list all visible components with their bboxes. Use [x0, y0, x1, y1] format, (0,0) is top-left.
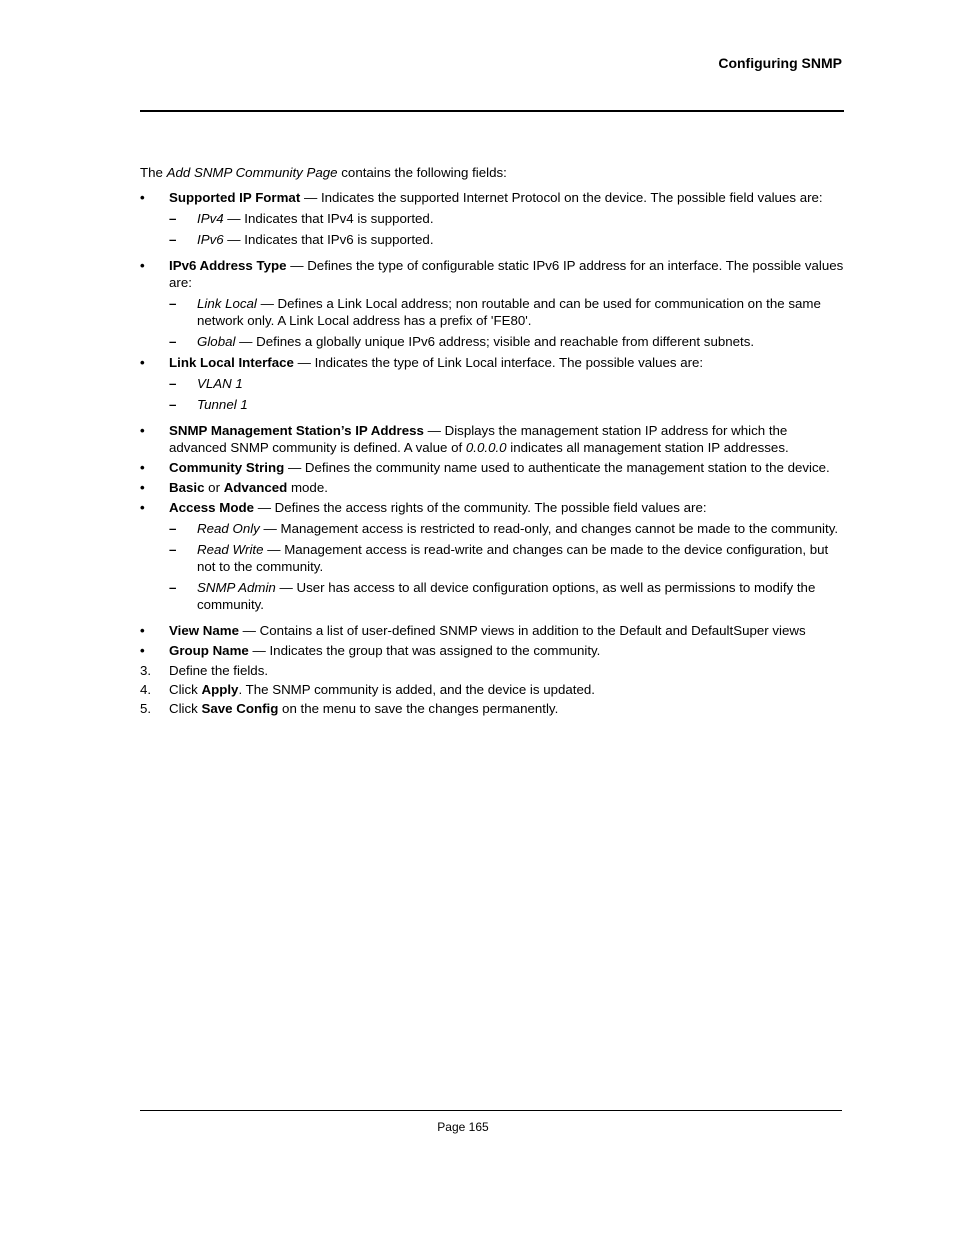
field-label: Community String	[169, 460, 285, 475]
bullet-icon: •	[140, 355, 145, 370]
field-label: Basic	[169, 480, 205, 495]
value-item: – VLAN 1	[169, 376, 243, 391]
bullet-icon: •	[140, 460, 145, 475]
field-label: Link Local Interface	[169, 355, 294, 370]
field-label: Access Mode	[169, 500, 254, 515]
field-description: — Indicates the type of Link Local interface. The possible values are:	[293, 355, 704, 370]
value-item: – Read Write — Management access is read-write and changes can be made to the device configuration, but not to the community.	[169, 542, 829, 574]
field-label: IPv6 Address Type	[169, 258, 287, 273]
dash-icon: –	[169, 211, 177, 226]
field-description: — Contains a list of user-defined SNMP views in addition to the Default and DefaultSuper views	[238, 623, 806, 638]
field-list	[140, 189, 844, 659]
field-item	[140, 354, 844, 413]
value-item: – Tunnel 1	[169, 397, 248, 412]
save-config-reference: Save Config	[201, 701, 279, 716]
dash-icon: –	[169, 296, 177, 311]
page-name: Add SNMP Community Page	[166, 165, 338, 180]
page-number: Page 165	[437, 1120, 489, 1134]
field-description: — Defines the community name used to authenticate the management station to the device.	[284, 460, 830, 475]
running-header: Configuring SNMP	[718, 55, 842, 71]
field-item	[140, 459, 844, 476]
field-item: • Basic or Advanced mode.	[140, 480, 328, 495]
field-label: Group Name	[169, 643, 249, 658]
field-label: View Name	[169, 623, 239, 638]
field-item	[140, 642, 844, 659]
value-item: – SNMP Admin — User has access to all device configuration options, as well as permissions to modify the community.	[169, 580, 816, 612]
bullet-icon: •	[140, 500, 145, 515]
document-body	[140, 164, 844, 719]
value-item: – Global — Defines a globally unique IPv6 address; visible and reachable from different subnets.	[169, 334, 755, 349]
value-item: – Read Only — Management access is restricted to read-only, and changes cannot be made to the community.	[169, 521, 839, 536]
field-label: Supported IP Format	[169, 190, 301, 205]
value-list	[169, 295, 844, 350]
bullet-icon: •	[140, 623, 145, 638]
dash-icon: –	[169, 521, 177, 536]
value-list	[169, 375, 844, 413]
step-item: 3. Define the fields.	[140, 663, 269, 678]
step-item: 4. Click Apply. The SNMP community is added, and the device is updated.	[140, 682, 595, 697]
field-item	[140, 622, 844, 639]
footer-divider	[140, 1110, 842, 1111]
bullet-icon: •	[140, 190, 145, 205]
field-item: • SNMP Management Station’s IP Address — Displays the management station IP address for which the advanced SNMP community is defined. A value of 0.0.0.0 indicates all management station IP addresses.	[140, 423, 789, 455]
field-description: — Defines the access rights of the community. The possible field values are:	[254, 500, 707, 515]
dash-icon: –	[169, 397, 177, 412]
value-item: – IPv4 — Indicates that IPv4 is supported.	[169, 211, 434, 226]
value-list	[169, 210, 844, 248]
dash-icon: –	[169, 580, 177, 595]
apply-reference: Apply	[201, 682, 239, 697]
field-label: SNMP Management Station’s IP Address	[169, 423, 424, 438]
intro-paragraph: The Add SNMP Community Page contains the following fields:	[140, 165, 507, 180]
field-description: — Indicates the group that was assigned to the community.	[248, 643, 601, 658]
field-item	[140, 257, 844, 350]
dash-icon: –	[169, 542, 177, 557]
field-description: — Indicates the supported Internet Protocol on the device. The possible field values are:	[300, 190, 823, 205]
bullet-icon: •	[140, 643, 145, 658]
dash-icon: –	[169, 232, 177, 247]
field-item	[140, 499, 844, 613]
value-list	[169, 520, 844, 613]
header-divider	[140, 110, 844, 112]
dash-icon: –	[169, 376, 177, 391]
value-item: – Link Local — Defines a Link Local address; non routable and can be used for communication on the same network only. A Link Local address has a prefix of 'FE80'.	[169, 296, 821, 328]
value-item: – IPv6 — Indicates that IPv6 is supported.	[169, 232, 434, 247]
field-item	[140, 189, 844, 248]
bullet-icon: •	[140, 423, 145, 438]
dash-icon: –	[169, 334, 177, 349]
bullet-icon: •	[140, 480, 145, 495]
field-description: — Defines the type of configurable static IPv6 IP address for an interface. The possible values are:	[169, 258, 844, 290]
step-item: 5. Click Save Config on the menu to save the changes permanently.	[140, 701, 559, 716]
procedure-steps	[140, 662, 844, 717]
bullet-icon: •	[140, 258, 145, 273]
